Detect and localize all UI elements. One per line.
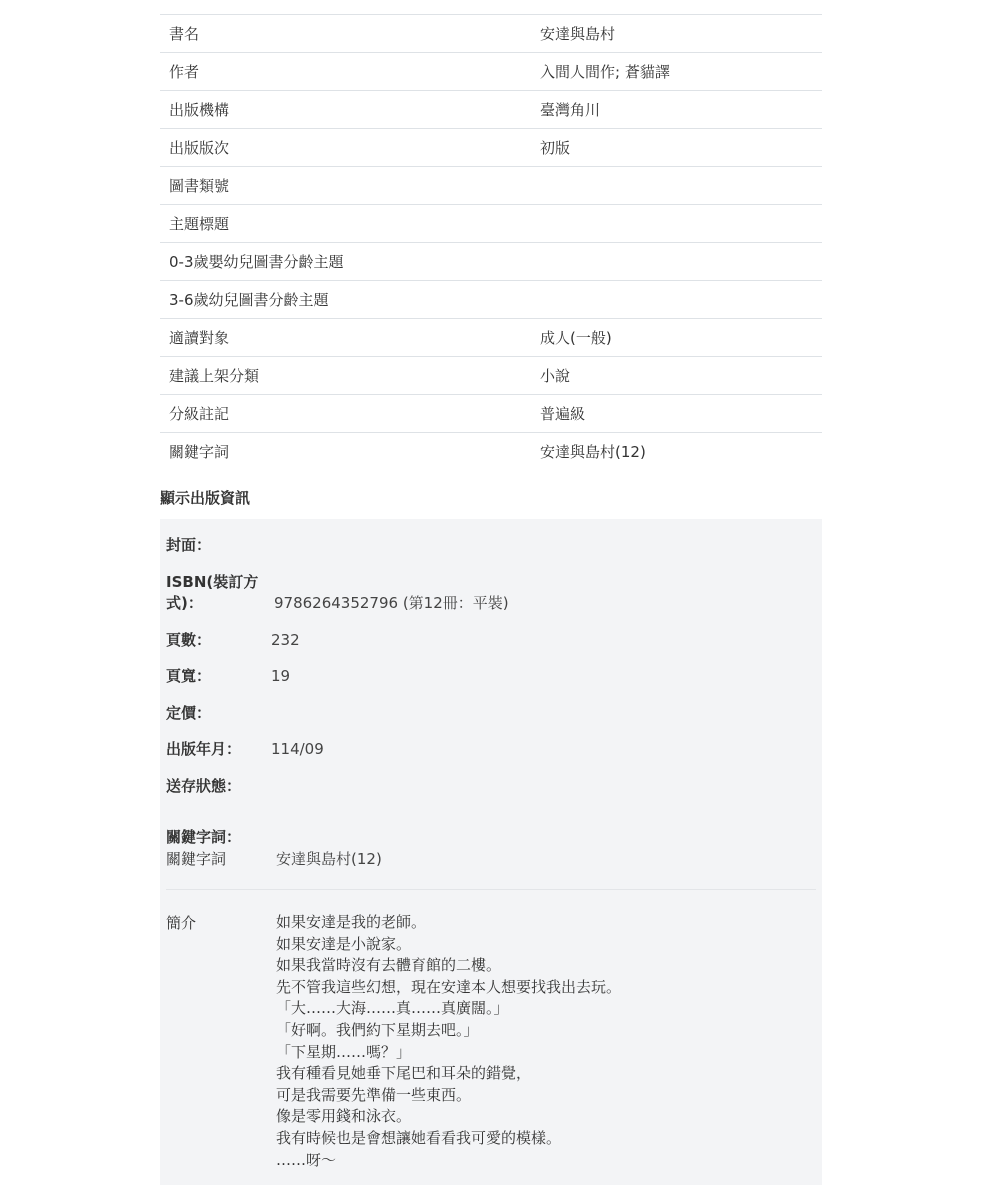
row-value: 入間人間作; 蒼貓譯: [540, 63, 670, 81]
row-value: [531, 243, 822, 281]
row-value: [531, 167, 822, 205]
isbn-label-line2: 式)：: [166, 594, 203, 612]
table-row: [160, 357, 822, 395]
publish-date-label: 出版年月：: [166, 740, 242, 758]
intro-line: 先不管我這些幻想，現在安達本人想要找我出去玩。: [276, 977, 622, 996]
deposit-status-label: 送存狀態：: [166, 777, 242, 795]
row-value: 初版: [540, 139, 571, 157]
table-row: [160, 129, 822, 167]
page-width-value: 19: [271, 667, 291, 685]
intro-line: 「大……大海……真……真廣闊。」: [276, 999, 509, 1018]
row-value: 臺灣角川: [540, 101, 601, 119]
keywords-value: 安達與島村(12): [276, 850, 382, 868]
intro-line: 如果安達是小說家。: [276, 934, 412, 953]
row-label: 書名: [169, 25, 200, 43]
row-value: 安達與島村(12): [540, 443, 646, 461]
pages-label: 頁數：: [166, 631, 212, 649]
metadata-table: [160, 14, 822, 470]
row-label: 建議上架分類: [169, 367, 260, 385]
intro-text: [276, 912, 621, 1171]
row-label: 出版版次: [169, 139, 230, 157]
book-detail: [160, 0, 822, 1185]
intro-line: 如果安達是我的老師。: [276, 913, 427, 931]
row-label: 0-3歲嬰幼兒圖書分齡主題: [169, 253, 344, 271]
page-width-label: 頁寬：: [166, 667, 212, 685]
divider: [166, 889, 816, 890]
isbn-label-line1: ISBN(裝訂方: [166, 573, 259, 591]
publication-info-panel: [160, 519, 822, 1185]
row-value: [531, 281, 822, 319]
table-row: [160, 281, 822, 319]
row-value: 小說: [540, 367, 571, 385]
row-value: 安達與島村: [540, 25, 616, 43]
row-label: 圖書類號: [169, 177, 230, 195]
row-label: 分級註記: [169, 405, 230, 423]
cover-label: 封面：: [166, 536, 212, 554]
row-value: 普遍級: [540, 405, 586, 423]
intro-label: 簡介: [166, 914, 197, 932]
keywords-heading: 關鍵字詞：: [166, 828, 242, 846]
row-label: 出版機構: [169, 101, 230, 119]
row-value: 成人(一般): [540, 329, 612, 347]
table-row: [160, 167, 822, 205]
show-publication-info-toggle[interactable]: 顯示出版資訊: [160, 489, 251, 507]
intro-line: 我有時候也是會想讓她看看我可愛的模樣。: [276, 1128, 562, 1147]
intro-line: 像是零用錢和泳衣。: [276, 1107, 412, 1126]
keywords-label: 關鍵字詞: [166, 850, 227, 868]
row-label: 適讀對象: [169, 329, 230, 347]
table-row: [160, 53, 822, 91]
row-label: 關鍵字詞: [169, 443, 230, 461]
table-row: [160, 15, 822, 53]
table-row: [160, 319, 822, 357]
isbn-value: 9786264352796 (第12冊：平裝): [274, 594, 509, 612]
intro-line: 可是我需要先準備一些東西。: [276, 1085, 472, 1104]
price-label: 定價：: [166, 704, 212, 722]
intro-line: 我有種看見她垂下尾巴和耳朵的錯覺，: [276, 1064, 532, 1083]
pages-value: 232: [271, 631, 300, 649]
intro-line: ……呀～: [276, 1150, 337, 1169]
row-label: 主題標題: [169, 215, 230, 233]
row-label: 3-6歲幼兒圖書分齡主題: [169, 291, 329, 309]
row-value: [531, 205, 822, 243]
table-row: [160, 433, 822, 471]
table-row: [160, 395, 822, 433]
table-row: [160, 205, 822, 243]
row-label: 作者: [169, 63, 200, 81]
intro-line: 「好啊。我們約下星期去吧。」: [276, 1020, 479, 1039]
publish-date-value: 114/09: [271, 740, 324, 758]
table-row: [160, 91, 822, 129]
intro-line: 「下星期……嗎？」: [276, 1042, 412, 1061]
table-row: [160, 243, 822, 281]
intro-line: 如果我當時沒有去體育館的二樓。: [276, 956, 502, 975]
